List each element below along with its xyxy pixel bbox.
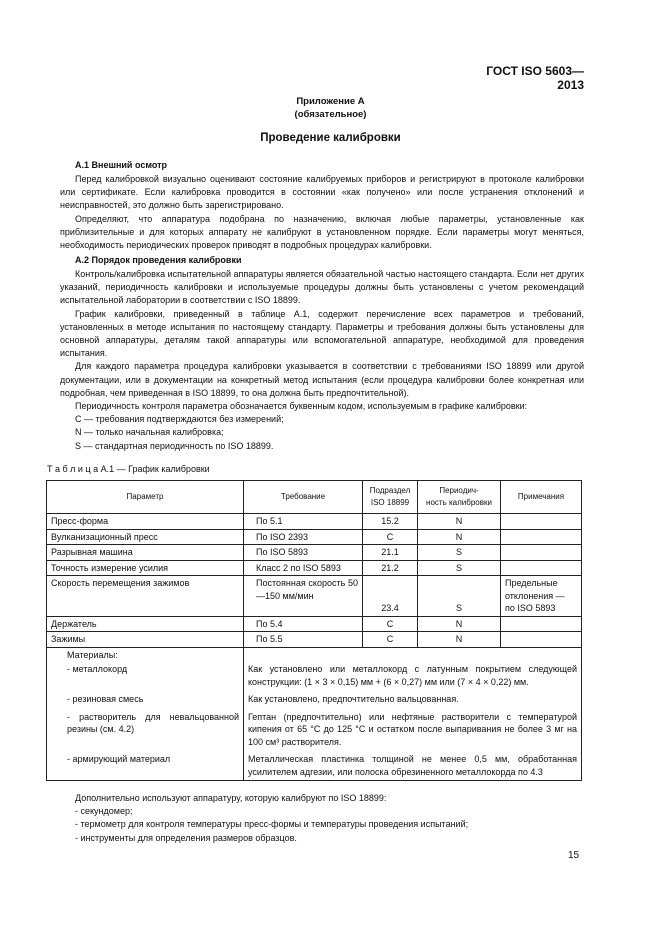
code-item: N — только начальная калибровка;: [75, 427, 224, 438]
cell-param: Держатель: [47, 616, 244, 632]
table-row: [47, 616, 582, 632]
cell-period: N: [418, 632, 501, 648]
cell-note: [501, 529, 582, 545]
cell-period: S: [418, 560, 501, 576]
cell-note: [501, 632, 582, 648]
cell-sub: С: [363, 616, 418, 632]
cell-req: По ISO 5893: [244, 545, 363, 561]
header-sub-line1: Подраздел: [369, 485, 411, 495]
material-name: - резиновая смесь: [47, 689, 244, 707]
document-code: ГОСТ ISO 5603—2013: [486, 64, 584, 92]
header-requirement: Требование: [244, 481, 363, 514]
cell-param: Пресс-форма: [47, 514, 244, 530]
header-period-line1: Периодич-: [439, 485, 479, 495]
cell-period: N: [418, 616, 501, 632]
table-caption: Т а б л и ц а А.1 — График калибровки: [47, 464, 210, 474]
cell-param: Вулканизационный пресс: [47, 529, 244, 545]
cell-sub: 21.2: [363, 560, 418, 576]
cell-sub: С: [363, 632, 418, 648]
annex-status: (обязательное): [294, 109, 367, 120]
cell-note: [501, 545, 582, 561]
header-parameter: Параметр: [47, 481, 244, 514]
materials-label-row: [47, 647, 582, 662]
cell-param: Точность измерение усилия: [47, 560, 244, 576]
paragraph: Контроль/калибровка испытательной аппаратуры является обязательной частью настоящего стандарта. Если нет других указаний, периодичность калибровки и используемые процедуры должны быть установлены с учетом рекомендаций испытательной лаборатории в соответствии с ISO 18899.: [60, 269, 584, 306]
code-item: С — требования подтверждаются без измерений;: [75, 414, 284, 425]
cell-req: По ISO 2393: [244, 529, 363, 545]
table-row: [47, 560, 582, 576]
cell-req: По 5.4: [244, 616, 363, 632]
material-desc: Как установлено, предпочтительно вальцованная.: [244, 689, 582, 707]
paragraph: Периодичность контроля параметра обозначается буквенным кодом, используемым в графике калибровки:: [75, 401, 528, 412]
equipment-item: - инструменты для определения размеров образцов.: [75, 832, 297, 843]
material-name: - металлокорд: [47, 662, 244, 689]
cell-param: Скорость перемещения зажимов: [47, 576, 244, 617]
cell-sub: 15.2: [363, 514, 418, 530]
additional-equipment: [60, 792, 584, 845]
material-name: - армирующий материал: [47, 749, 244, 781]
materials-row: [47, 707, 582, 750]
cell-note: Предельные отклонения — по ISO 5893: [501, 576, 582, 617]
cell-param: Разрывная машина: [47, 545, 244, 561]
cell-req: Постоянная скорость 50—150 мм/мин: [244, 576, 363, 617]
table-row: [47, 576, 582, 617]
cell-req: По 5.1: [244, 514, 363, 530]
equipment-item: - секундомер;: [75, 806, 133, 817]
materials-row: [47, 662, 582, 689]
materials-row: [47, 689, 582, 707]
code-item: S — стандартная периодичность по ISO 18899.: [75, 440, 274, 451]
annex-label: Приложение А: [296, 96, 365, 107]
section-heading-a2: А.2 Порядок проведения калибровки: [75, 255, 242, 265]
cell-note: [501, 560, 582, 576]
header-notes: Примечания: [501, 481, 582, 514]
header-period: [418, 481, 501, 514]
cell-req: Класс 2 по ISO 5893: [244, 560, 363, 576]
paragraph: Определяют, что аппаратура подобрана по назначению, включая любые параметры, установленные как приблизительные и для которых аппарату не калибруют в установленном порядке. Если параметры могут меняться, необходимость периодических проверок приводят в подробных процедурах калибровки.: [60, 213, 584, 251]
table-row: [47, 529, 582, 545]
table-row: [47, 545, 582, 561]
table-header-row: [47, 481, 582, 514]
cell-period: N: [418, 514, 501, 530]
cell-note: [501, 514, 582, 530]
paragraph: Для каждого параметра процедура калибровки указывается в соответствии с требованиями ISO 18899 или другой документации, или в документации на конкретный метод испытания (если процедура калибровки более конкретная или подробная, чем приведенная в ISO 18899, то она должна быть предпочтительной).: [60, 361, 584, 398]
equipment-intro: Дополнительно используют аппаратуру, которую калибруют по ISO 18899:: [75, 793, 387, 803]
cell-param: Зажимы: [47, 632, 244, 648]
materials-empty: [244, 647, 582, 662]
materials-label: Материалы:: [47, 647, 244, 662]
cell-sub: 23.4: [363, 576, 418, 617]
calibration-table: [46, 480, 582, 781]
cell-period: N: [418, 529, 501, 545]
cell-period: S: [418, 545, 501, 561]
material-desc: Гептан (предпочтительно) или нефтяные растворители с температурой кипения от 65 °С до 125 °С и остатком после выпаривания не более 3 мг на 100 см³ растворителя.: [244, 707, 582, 750]
cell-sub: С: [363, 529, 418, 545]
cell-note: [501, 616, 582, 632]
table-row: [47, 514, 582, 530]
cell-period: S: [418, 576, 501, 617]
material-desc: Металлическая пластинка толщиной не менее 0,5 мм, обработанная усилителем адгезии, или полоска обрезиненного металлокорда по 4.3: [244, 749, 582, 781]
header-subsection: [363, 481, 418, 514]
section-a1-body: [60, 173, 584, 252]
material-name: - растворитель для невальцованной резины (см. 4.2): [47, 707, 244, 750]
equipment-item: - термометр для контроля температуры пресс-формы и температуры проведения испытаний;: [75, 819, 469, 830]
page-number: 15: [568, 850, 580, 861]
cell-sub: 21.1: [363, 545, 418, 561]
material-desc: Как установлено или металлокорд с латунным покрытием следующей конструкции: (1 × 3 × 0,15) мм + (6 × 0,27) мм или (7 × 4 × 0,22) мм.: [244, 662, 582, 689]
cell-req: По 5.5: [244, 632, 363, 648]
section-a2-body: [60, 268, 584, 453]
paragraph: Перед калибровкой визуально оценивают состояние калибруемых приборов и регистрируют в протоколе калибровки или сертификате. Если калибровка проводится в состоянии «как получено» или после устранения отклонений и неисправностей, это должно быть зарегистрировано.: [60, 174, 584, 211]
section-heading-a1: А.1 Внешний осмотр: [75, 160, 168, 170]
header-sub-line2: ISO 18899: [370, 498, 410, 507]
table-row: [47, 632, 582, 648]
paragraph: График калибровки, приведенный в таблице А.1, содержит перечисление всех параметров и требований, установленных в методе испытания по настоящему стандарту. Параметры и требования должны быть установлены для основной аппаратуры, деталям такой аппаратуры или вспомогательной аппаратуре, необходимой для проведения испытания.: [60, 308, 584, 359]
header-period-line2: ность калибровки: [426, 498, 492, 507]
materials-row: [47, 749, 582, 781]
page-title: Проведение калибровки: [260, 132, 401, 144]
